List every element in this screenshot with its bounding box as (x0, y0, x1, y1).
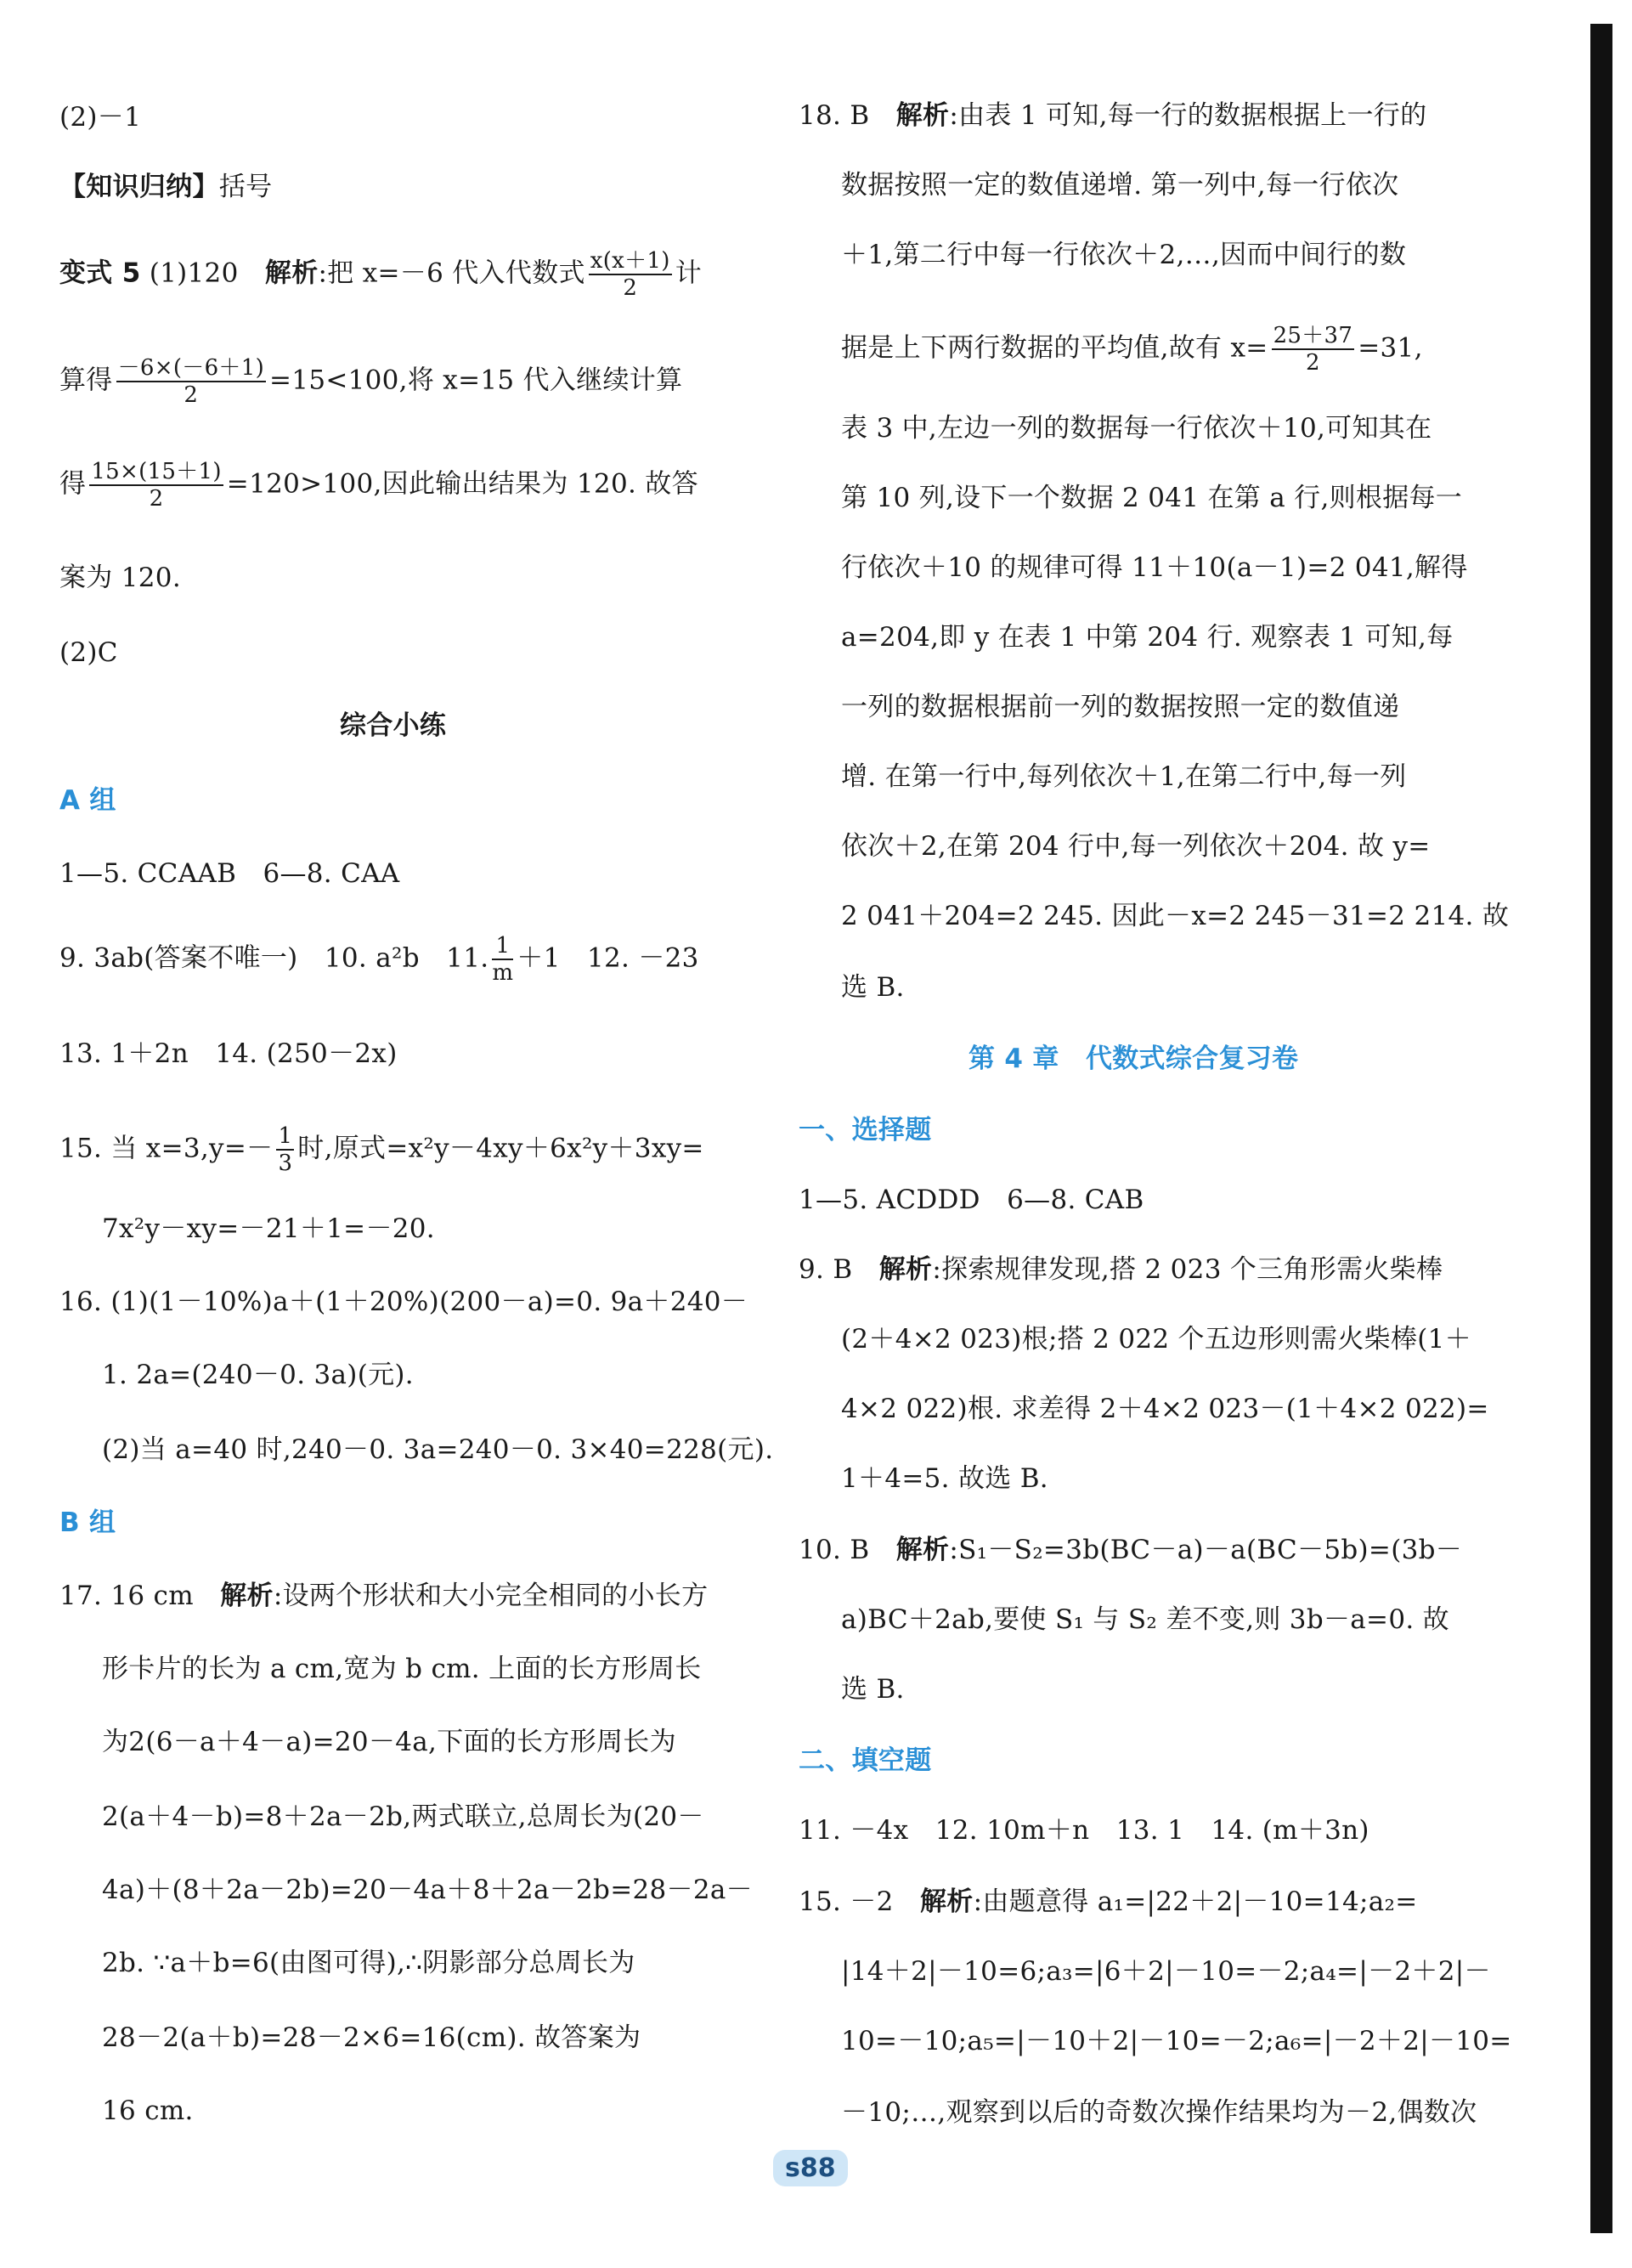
analysis-label: 解析 (220, 1581, 274, 1611)
section-heading: 二、填空题 (799, 1745, 932, 1776)
answer-line: －10;…,观察到以后的奇数次操作结果均为－2,偶数次 (841, 2097, 1477, 2128)
answer-line: (2)当 a=40 时,240－0. 3a=240－0. 3×40=228(元). (102, 1434, 774, 1465)
fraction: $\frac{25+37}{2}$ (1273, 323, 1353, 376)
answer-line: 13. 1＋2n 14. (250－2x) (59, 1038, 398, 1069)
answer-line: 一列的数据根据前一列的数据按照一定的数值递 (841, 692, 1400, 722)
analysis-label: 解析 (264, 257, 319, 289)
answer-line: 15. －2 解析:由题意得 a₁=|22＋2|－10=14;a₂= (799, 1886, 1418, 1917)
fraction: $\frac{15\times(15+1)}{2}$ (91, 459, 222, 512)
variant5-line: 变式 5 (1)120 解析:把 x=－6 代入代数式 $\frac{x(x+1)}{2}$ 计 (59, 248, 703, 301)
answer-line: 1—5. CCAAB 6—8. CAA (59, 858, 400, 889)
knowledge-text: 括号 (218, 172, 273, 202)
text-line: 得 $\frac{15\times(15+1)}{2}$ =120>100,因此输出结果为 120. 故答 (59, 459, 698, 512)
analysis-label: 解析 (895, 1535, 950, 1565)
analysis-label: 解析 (895, 100, 950, 131)
answer-line: 数据按照一定的数值递增. 第一列中,每一行依次 (841, 170, 1399, 201)
answer-line: ＋1,第二行中每一行依次＋2,…,因而中间行的数 (841, 240, 1407, 270)
answer-line: 第 10 列,设下一个数据 2 041 在第 a 行,则根据每一 (841, 483, 1463, 513)
answer-line: 7x²y－xy=－21＋1=－20. (102, 1213, 435, 1244)
fraction: $\frac{x(x+1)}{2}$ (590, 248, 670, 301)
knowledge-line (59, 170, 272, 204)
answer-line: (2＋4×2 023)根;搭 2 022 个五边形则需火柴棒(1＋ (841, 1324, 1471, 1355)
answer-line: 表 3 中,左边一列的数据每一行依次＋10,可知其在 (841, 413, 1432, 444)
answer-line: 28－2(a＋b)=28－2×6=16(cm). 故答案为 (102, 2022, 641, 2053)
answer-line: a=204,即 y 在表 1 中第 204 行. 观察表 1 可知,每 (841, 622, 1454, 653)
answer-line: 15. 当 x=3,y=－ $\frac{1}{3}$ 时,原式=x²y－4xy＋6x²y＋3xy= (59, 1123, 704, 1176)
answer-line: 17. 16 cm 解析:设两个形状和大小完全相同的小长方 (59, 1581, 709, 1611)
fraction: $\frac{1}{3}$ (278, 1123, 293, 1176)
chapter-title: 第 4 章 代数式综合复习卷 (968, 1044, 1299, 1074)
answer-line: 1＋4=5. 故选 B. (841, 1463, 1048, 1494)
answer-line: 增. 在第一行中,每列依次＋1,在第二行中,每一列 (841, 761, 1407, 792)
answer-line: 1—5. ACDDD 6—8. CAB (799, 1185, 1144, 1215)
page-edge-bar (1590, 24, 1612, 2233)
analysis-label: 解析 (919, 1886, 974, 1917)
fraction: $\frac{1}{m}$ (492, 933, 514, 986)
answer-line: 据是上下两行数据的平均值,故有 x= $\frac{25+37}{2}$ =31, (841, 323, 1423, 376)
answer-line: 2b. ∵a＋b=6(由图可得),∴阴影部分总周长为 (102, 1948, 635, 1978)
answer-line: 选 B. (841, 972, 905, 1003)
answer-line: 18. B 解析:由表 1 可知,每一行的数据根据上一行的 (799, 100, 1427, 131)
section-title: 综合小练 (340, 710, 447, 741)
answer-line: 形卡片的长为 a cm,宽为 b cm. 上面的长方形周长 (102, 1654, 702, 1684)
text-line: (2)－1 (59, 102, 142, 133)
answer-line: 10=－10;a₅=|－10＋2|－10=－2;a₆=|－2＋2|－10= (841, 2026, 1512, 2056)
answer-line: 11. －4x 12. 10m＋n 13. 1 14. (m＋3n) (799, 1815, 1369, 1846)
answer-line: 1. 2a=(240－0. 3a)(元). (102, 1360, 414, 1390)
answer-line: 9. 3ab(答案不唯一) 10. a²b 11. $\frac{1}{m}$ ＋1 12. －23 (59, 933, 699, 986)
answer-line: 为2(6－a＋4－a)=20－4a,下面的长方形周长为 (102, 1727, 676, 1757)
text-line: (2)C (59, 637, 118, 668)
answer-line: 9. B 解析:探索规律发现,搭 2 023 个三角形需火柴棒 (799, 1254, 1443, 1285)
answer-line: 行依次＋10 的规律可得 11＋10(a－1)=2 041,解得 (841, 552, 1468, 583)
answer-line: 2(a＋4－b)=8＋2a－2b,两式联立,总周长为(20－ (102, 1801, 704, 1832)
group-a-heading: A 组 (59, 785, 116, 816)
answer-line: 10. B 解析:S₁－S₂=3b(BC－a)－a(BC－5b)=(3b－ (799, 1535, 1463, 1565)
answer-line: 选 B. (841, 1674, 905, 1705)
section-heading: 一、选择题 (799, 1115, 932, 1145)
text-line: 案为 120. (59, 563, 181, 593)
answer-line: |14＋2|－10=6;a₃=|6＋2|－10=－2;a₄=|－2＋2|－ (841, 1956, 1491, 1987)
answer-line: 依次＋2,在第 204 行中,每一列依次＋204. 故 y= (841, 831, 1431, 862)
answer-line: 16. (1)(1－10%)a＋(1＋20%)(200－a)=0. 9a＋240－ (59, 1287, 748, 1317)
answer-line: a)BC＋2ab,要使 S₁ 与 S₂ 差不变,则 3b－a=0. 故 (841, 1604, 1449, 1635)
answer-line: 4×2 022)根. 求差得 2＋4×2 023－(1＋4×2 022)= (841, 1394, 1489, 1424)
answer-line: 2 041＋204=2 245. 因此－x=2 245－31=2 214. 故 (841, 901, 1510, 931)
variant-label: 变式 5 (59, 257, 141, 289)
analysis-label: 解析 (878, 1254, 933, 1285)
knowledge-label: 【知识归纳】 (59, 172, 219, 202)
page-number-badge: s88 (773, 2150, 848, 2186)
text-line: 算得 $\frac{-6\times(-6+1)}{2}$ =15<100,将 x=15 代入继续计算 (59, 355, 683, 408)
answer-line: 16 cm. (102, 2095, 194, 2126)
fraction: $\frac{-6\times(-6+1)}{2}$ (117, 355, 265, 408)
group-b-heading: B 组 (59, 1507, 116, 1538)
answer-line: 4a)＋(8＋2a－2b)=20－4a＋8＋2a－2b=28－2a－ (102, 1875, 753, 1905)
